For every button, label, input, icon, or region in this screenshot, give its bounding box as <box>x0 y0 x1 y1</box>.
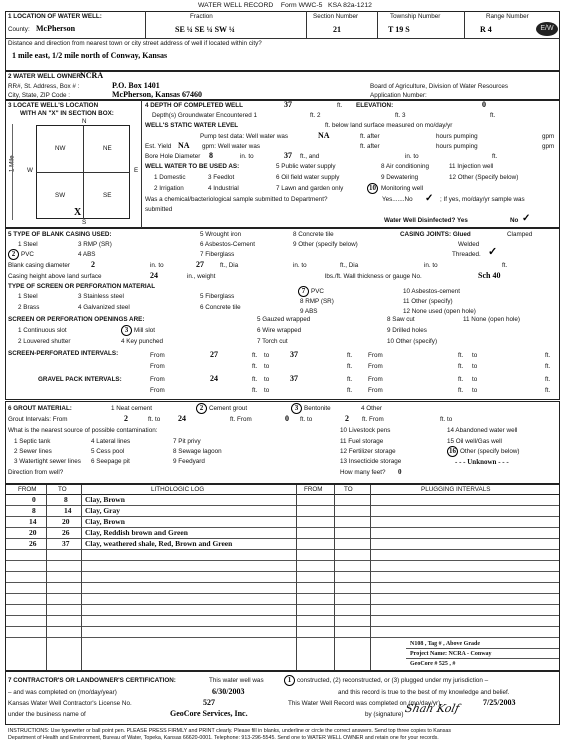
board-label: Board of Agriculture, Division of Water Resources <box>370 83 509 90</box>
grout-cement[interactable]: Cement grout <box>209 405 248 412</box>
gp-ft8: ft. <box>545 387 551 394</box>
log-desc[interactable]: Clay, weathered shale, Red, Brown and Green <box>85 539 233 548</box>
gp-from-label-4: From <box>368 387 383 394</box>
blank-ft3: ft. <box>502 262 508 269</box>
contam-seepage[interactable]: 6 Seepage pit <box>91 458 130 465</box>
blank-in2: in. to <box>293 262 307 269</box>
screen-steel[interactable]: 1 Steel <box>18 293 38 300</box>
casing-fiberglass[interactable]: 7 Fiberglass <box>200 251 235 258</box>
use-other[interactable]: 12 Other (Specify below) <box>449 174 519 181</box>
screen-galvanized[interactable]: 4 Galvanized steel <box>78 304 130 311</box>
bore-label: Bore Hole Diameter <box>145 153 201 160</box>
contam-lagoon[interactable]: 8 Sewage lagoon <box>173 448 222 455</box>
gp-to-label-4: to <box>472 387 478 394</box>
completed-date[interactable]: 6/30/2003 <box>212 687 245 696</box>
log-desc[interactable]: Clay, Reddish brown and Green <box>85 528 188 537</box>
south-label: S <box>82 219 87 226</box>
contam-oil-well[interactable]: 15 Oil well/Gas well <box>447 438 502 445</box>
yield-after: ft. after <box>360 143 380 150</box>
pump-test-value[interactable]: NA <box>318 131 330 140</box>
yield-label: Est. Yield <box>145 143 172 150</box>
open-saw-cut[interactable]: 8 Saw cut <box>387 316 415 323</box>
log-desc[interactable]: Clay, Brown <box>85 495 125 504</box>
grout-to-value[interactable]: 24 <box>178 414 186 423</box>
business-value[interactable]: GeoCore Services, Inc. <box>170 709 248 718</box>
sp-to-label-2: to <box>472 352 478 359</box>
log-from[interactable]: 20 <box>29 528 37 537</box>
log-note-project: Project Name: NCRA - Conway <box>410 651 492 657</box>
header-plug: PLUGGING INTERVALS <box>421 486 491 493</box>
static-level-rest: ft. below land surface measured on mo/day/yr <box>325 122 453 129</box>
blank-diameter-value[interactable]: 2 <box>91 260 95 269</box>
log-desc[interactable]: Clay, Brown <box>85 517 125 526</box>
screen-concrete[interactable]: 6 Concrete tile <box>200 304 241 311</box>
grout-ft-from-2: ft. From <box>362 416 384 423</box>
contam-fertilizer[interactable]: 12 Fertilizer storage <box>340 448 396 455</box>
grout-selected-circle[interactable]: 2 <box>196 403 207 414</box>
how-many-value[interactable]: 0 <box>398 468 402 476</box>
grout-bentonite-circle[interactable]: 3 <box>291 403 302 414</box>
open-continuous[interactable]: 1 Continuous slot <box>18 327 67 334</box>
gp-to-value[interactable]: 37 <box>290 374 298 383</box>
contamination-label: What is the nearest source of possible contamination: <box>8 427 158 434</box>
log-to[interactable]: 8 <box>64 495 68 504</box>
range-label: Range Number <box>486 13 529 20</box>
mile-label: 1 Mile <box>8 155 16 173</box>
section-7-heading: 7 CONTRACTOR'S OR LANDOWNER'S CERTIFICATION: <box>8 677 176 684</box>
cert-text-2b: and this record is true to the best of my knowledge and belief. <box>338 689 510 696</box>
sp-from-label-2: From <box>368 352 383 359</box>
x-mark: X <box>74 207 82 218</box>
se-quadrant: SE <box>103 192 112 199</box>
sp-ft2: ft. <box>347 352 353 359</box>
city-label: City, State, ZIP Code : <box>8 92 71 99</box>
sp-ft3: ft. <box>458 352 464 359</box>
use-domestic[interactable]: 1 Domestic <box>154 174 186 181</box>
ne-quadrant: NE <box>103 145 112 152</box>
gp-from-value[interactable]: 24 <box>210 374 218 383</box>
casing-rmp[interactable]: 3 RMP (SR) <box>78 241 112 248</box>
casing-steel[interactable]: 1 Steel <box>18 241 38 248</box>
pump-test-label: Pump test data: Well water was <box>200 133 289 140</box>
log-to[interactable]: 26 <box>62 528 70 537</box>
contam-watertight[interactable]: 3 Watertight sewer lines <box>14 458 81 465</box>
screen-asbestos[interactable]: 10 Asbestos-cement <box>403 288 461 295</box>
casing-abs[interactable]: 4 ABS <box>78 251 96 258</box>
address-value[interactable]: P.O. Box 1401 <box>112 81 160 90</box>
section-1-heading: 1 LOCATION OF WATER WELL: <box>8 13 102 20</box>
north-label: N <box>82 118 87 125</box>
open-none[interactable]: 11 None (open hole) <box>463 316 520 323</box>
open-mill-slot[interactable]: Mill slot <box>134 327 155 334</box>
log-row <box>6 517 559 528</box>
hours-pumping: hours pumping <box>436 133 478 140</box>
sp-from-label-4: From <box>368 363 383 370</box>
open-key-punched[interactable]: 4 Key punched <box>121 338 164 345</box>
log-header-row <box>6 485 559 495</box>
use-public[interactable]: 5 Public water supply <box>276 163 336 170</box>
contam-pit-privy[interactable]: 7 Pit privy <box>173 438 201 445</box>
sp-ft6: ft. <box>347 363 353 370</box>
gp-ft2: ft. <box>347 376 353 383</box>
section-6-heading: 6 GROUT MATERIAL: <box>8 405 72 412</box>
range-value[interactable]: R 4 <box>480 25 492 34</box>
casing-asbestos[interactable]: 6 Asbestos-Cement <box>200 241 255 248</box>
elevation-label: ELEVATION: <box>356 102 394 109</box>
bore-in2: in. to <box>405 153 419 160</box>
log-from[interactable]: 14 <box>29 517 37 526</box>
header-from: FROM <box>18 486 37 493</box>
gp-from-label-3: From <box>150 387 165 394</box>
sp-ft7: ft. <box>458 363 464 370</box>
groundwater-label: Depth(s) Groundwater Encountered 1 <box>152 112 258 119</box>
license-value[interactable]: 527 <box>203 698 215 707</box>
casing-concrete[interactable]: 8 Concrete tile <box>293 231 334 238</box>
sp-to-label-4: to <box>472 363 478 370</box>
log-note-geocore: GeoCore # 525 , # <box>410 661 456 667</box>
use-dewatering[interactable]: 9 Dewatering <box>381 174 419 181</box>
bore-value[interactable]: 8 <box>209 151 213 160</box>
contam-livestock[interactable]: 10 Livestock pens <box>340 427 391 434</box>
joints-threaded[interactable]: Threaded. <box>452 251 481 258</box>
open-other[interactable]: 10 Other (specify) <box>387 338 438 345</box>
city-value[interactable]: McPherson, Kansas 67460 <box>112 90 202 99</box>
sp-from-label-3: From <box>150 363 165 370</box>
use-injection[interactable]: 11 Injection well <box>449 163 494 170</box>
use-label: WELL WATER TO BE USED AS: <box>145 163 240 170</box>
contam-selected-circle[interactable]: 16 <box>449 447 456 455</box>
log-row <box>6 506 559 517</box>
casing-pvc[interactable]: PVC <box>21 251 34 258</box>
static-level-label: WELL'S STATIC WATER LEVEL <box>145 122 239 129</box>
gp-ft5: ft. <box>252 387 258 394</box>
instructions-line-1: INSTRUCTIONS: Use typewriter or ball point pen. PLEASE PRESS FIRMLY and PRINT clearly. Please fill in blanks, underline or circle the correct answers. Send top three copies to Kansas <box>8 728 451 734</box>
business-label: under the business name of <box>8 711 86 718</box>
grout-from-value[interactable]: 2 <box>124 414 128 423</box>
hours-pumping-2: hours pumping <box>436 143 478 150</box>
groundwater-ft: ft. <box>490 112 496 119</box>
disinfected-label[interactable]: Water Well Disinfected? Yes <box>384 217 468 224</box>
grout-bentonite[interactable]: Bentonite <box>304 405 331 412</box>
sp-ft4: ft. <box>545 352 551 359</box>
grout-other[interactable]: 4 Other <box>361 405 382 412</box>
disinfected-tick: ✓ <box>522 213 531 224</box>
sp-ft: ft. <box>252 352 258 359</box>
gp-to-label-3: to <box>264 387 270 394</box>
bore-ft: ft. <box>492 153 498 160</box>
grout-ft-to: ft. to <box>148 416 161 423</box>
grout-from-value-2[interactable]: 0 <box>285 414 289 423</box>
gp-to-label-2: to <box>472 376 478 383</box>
township-label: Township Number <box>390 13 441 20</box>
screen-fiberglass[interactable]: 5 Fiberglass <box>200 293 235 300</box>
gp-ft3: ft. <box>458 376 464 383</box>
joints-clamped[interactable]: Clamped <box>507 231 533 238</box>
elevation-value[interactable]: 0 <box>482 100 486 109</box>
casing-height-label: Casing height above land surface <box>8 273 102 280</box>
contam-cesspool[interactable]: 5 Cess pool <box>91 448 125 455</box>
contam-feedyard[interactable]: 9 Feedyard <box>173 458 205 465</box>
contam-abandoned[interactable]: 14 Abandoned water well <box>447 427 518 434</box>
gp-ft: ft. <box>252 376 258 383</box>
sp-ft8: ft. <box>545 363 551 370</box>
distance-value[interactable]: 1 mile east, 1/2 mile north of Conway, Kansas <box>12 51 168 60</box>
cert-text-1b: constructed, (2) reconstructed, or (3) plugged under my jurisdiction – <box>297 677 489 684</box>
log-row <box>6 539 559 550</box>
use-industrial[interactable]: 4 Industrial <box>208 185 239 192</box>
screen-pvc[interactable]: PVC <box>311 288 324 295</box>
joints-welded[interactable]: Welded <box>458 241 480 248</box>
log-row <box>6 528 559 539</box>
depth-label: 4 DEPTH OF COMPLETED WELL <box>145 102 243 109</box>
log-to[interactable]: 37 <box>62 539 70 548</box>
gpm-1: gpm <box>542 133 555 140</box>
county-label: County: <box>8 26 30 33</box>
groundwater-3: ft. 3 <box>395 112 406 119</box>
cert-selected-circle[interactable]: 1 <box>284 675 295 686</box>
screen-none[interactable]: 12 None used (open hole) <box>403 308 476 315</box>
casing-other[interactable]: 9 Other (specify below) <box>293 241 358 248</box>
open-louvered[interactable]: 2 Louvered shutter <box>18 338 71 345</box>
depth-ft: ft. <box>337 102 343 109</box>
record-date[interactable]: 7/25/2003 <box>483 698 516 707</box>
header-from2: FROM <box>304 486 323 493</box>
sp-to-value[interactable]: 37 <box>290 350 298 359</box>
log-to[interactable]: 20 <box>62 517 70 526</box>
log-from[interactable]: 8 <box>32 506 36 515</box>
section-3-heading-2: WITH AN "X" IN SECTION BOX: <box>20 110 114 117</box>
log-table <box>5 484 560 671</box>
header-litho: LITHOLOGIC LOG <box>151 486 205 493</box>
bore-to[interactable]: 37 <box>284 151 292 160</box>
sp-to-label-3: to <box>264 363 270 370</box>
address-label: RR#, St. Address, Box # : <box>8 83 80 90</box>
application-number-label: Application Number: <box>370 92 427 99</box>
log-note-tag: N108 , Tag # , Above Grade <box>410 641 481 647</box>
blank-ft-dia2: ft., Dia <box>340 262 359 269</box>
casing-selected-circle[interactable]: 2 <box>8 249 19 260</box>
use-monitoring[interactable]: Monitoring well <box>381 185 423 192</box>
screen-other[interactable]: 11 Other (specify) <box>403 298 453 305</box>
screen-material-label: TYPE OF SCREEN OR PERFORATION MATERIAL <box>8 283 156 290</box>
blank-in: in. to <box>150 262 164 269</box>
chem-yes-no[interactable]: Yes.......No <box>382 196 413 203</box>
yield-value[interactable]: NA <box>178 141 190 150</box>
header-to: TO <box>58 486 67 493</box>
grout-neat[interactable]: 1 Neat cement <box>111 405 152 412</box>
gp-ft7: ft. <box>458 387 464 394</box>
ew-stamp: E/W <box>536 22 558 36</box>
section-3-heading: 3 LOCATE WELL'S LOCATION <box>8 102 99 109</box>
cert-text-2: – and was completed on (mo/day/year) <box>8 689 117 696</box>
fraction-value[interactable]: SE ¼ SE ¼ SW ¼ <box>175 25 235 34</box>
blank-to[interactable]: 27 <box>196 260 204 269</box>
grout-intervals-label: Grout Intervals: From <box>8 416 68 423</box>
log-desc[interactable]: Clay, Gray <box>85 506 120 515</box>
use-irrigation[interactable]: 2 Irrigation <box>154 185 184 192</box>
bore-and: ft., and <box>300 153 320 160</box>
chem-sample-label: Was a chemical/bacteriological sample submitted to Department? <box>145 196 328 203</box>
chem-tick: ✓ <box>425 193 434 204</box>
screen-rmp[interactable]: 8 RMP (SR) <box>300 298 334 305</box>
gp-to-label: to <box>264 376 270 383</box>
open-wire-wrapped[interactable]: 6 Wire wrapped <box>257 327 302 334</box>
cert-text-1: This water well was <box>209 677 264 684</box>
west-label: W <box>27 167 33 174</box>
east-label: E <box>134 167 139 174</box>
contam-fuel[interactable]: 11 Fuel storage <box>340 438 384 445</box>
header-to2: TO <box>344 486 353 493</box>
sp-from-value[interactable]: 27 <box>210 350 218 359</box>
log-to[interactable]: 14 <box>64 506 72 515</box>
contam-unknown[interactable]: - - - Unknown - - - <box>455 458 509 466</box>
township-value[interactable]: T 19 S <box>388 25 410 34</box>
owner-value[interactable]: NCRA <box>80 71 104 80</box>
contam-other[interactable]: Other (specify below) <box>460 448 520 455</box>
gp-from-label: From <box>150 376 165 383</box>
contam-insecticide[interactable]: 13 Insecticide storage <box>340 458 402 465</box>
log-row <box>6 495 559 506</box>
use-selected-circle[interactable]: 10 <box>369 184 376 192</box>
use-air[interactable]: 8 Air conditioning <box>381 163 429 170</box>
sp-to-label: to <box>264 352 270 359</box>
disinfected-no[interactable]: No <box>510 217 519 224</box>
direction-label: Direction from well? <box>8 469 64 476</box>
grout-to-value-2[interactable]: 2 <box>345 414 349 423</box>
section-2-heading: 2 WATER WELL OWNER: <box>8 73 83 80</box>
gauge-value[interactable]: Sch 40 <box>478 271 501 280</box>
blank-diameter-label: Blank casing diameter <box>8 262 70 269</box>
use-feedlot[interactable]: 3 Feedlot <box>208 174 235 181</box>
section-5-heading: 5 TYPE OF BLANK CASING USED: <box>8 231 112 238</box>
chem-rest: ; If yes, mo/day/yr sample was <box>440 196 525 203</box>
gravel-pack-label: GRAVEL PACK INTERVALS: <box>38 376 122 383</box>
contam-sewer[interactable]: 2 Sewer lines <box>14 448 52 455</box>
pump-after: ft. after <box>360 133 380 140</box>
gp-ft6: ft. <box>347 387 353 394</box>
grout-ft-to-3: ft. to <box>440 416 453 423</box>
joints-label: CASING JOINTS: Glued <box>400 231 471 238</box>
open-drilled[interactable]: 9 Drilled holes <box>387 327 427 334</box>
open-torch-cut[interactable]: 7 Torch cut <box>257 338 288 345</box>
submitted-label: submitted <box>145 206 173 213</box>
section-number-value[interactable]: 21 <box>333 25 341 34</box>
casing-weight-label: in., weight <box>187 273 216 280</box>
how-many-label: How many feet? <box>340 469 386 476</box>
grout-ft-to-2: ft. to <box>300 416 313 423</box>
blank-ft-dia: ft., Dia <box>220 262 239 269</box>
sw-quadrant: SW <box>55 192 66 199</box>
sp-from-label: From <box>150 352 165 359</box>
contam-septic[interactable]: 1 Septic tank <box>14 438 51 445</box>
gp-ft4: ft. <box>545 376 551 383</box>
county-value[interactable]: McPherson <box>36 24 76 33</box>
grout-ft-from: ft. From <box>230 416 252 423</box>
screen-stainless[interactable]: 3 Stainless steel <box>78 293 124 300</box>
form-title: WATER WELL RECORD Form WWC-5 KSA 82a-1212 <box>198 2 372 9</box>
section-number-label: Section Number <box>313 13 359 20</box>
threaded-tick: ✓ <box>488 246 498 258</box>
record-completed-label: This Water Well Record was completed on (mo/day/yr) <box>288 700 441 707</box>
groundwater-2: ft. 2 <box>310 112 321 119</box>
log-from[interactable]: 26 <box>29 539 37 548</box>
screen-intervals-label: SCREEN-PERFORATED INTERVALS: <box>8 350 119 357</box>
bore-in: in. to <box>240 153 254 160</box>
nw-quadrant: NW <box>55 145 66 152</box>
gp-from-label-2: From <box>368 376 383 383</box>
blank-in3: in. to <box>424 262 438 269</box>
casing-height-value[interactable]: 24 <box>150 271 158 280</box>
depth-value[interactable]: 37 <box>284 100 292 109</box>
yield-rest: gpm: Well water was <box>202 143 260 150</box>
casing-wrought[interactable]: 5 Wrought iron <box>200 231 242 238</box>
log-from[interactable]: 0 <box>32 495 36 504</box>
open-gauzed[interactable]: 5 Gauzed wrapped <box>257 316 311 323</box>
instructions-line-2: Department of Health and Environment, Bureau of Water, Topeka, Kansas 66620-0001. Telephone: 913-296-5545. Send one to WATER WELL OWNER and retain one for your records. <box>8 735 439 741</box>
use-lawn[interactable]: 7 Lawn and garden only <box>276 185 344 192</box>
open-selected-circle[interactable]: 3 <box>121 325 132 336</box>
license-label: Kansas Water Well Contractor's License No. <box>8 700 132 707</box>
screen-selected-circle[interactable]: 7 <box>298 286 309 297</box>
sp-ft5: ft. <box>252 363 258 370</box>
wall-thickness-label: lbs./ft. Wall thickness or gauge No. <box>325 273 422 280</box>
screen-brass[interactable]: 2 Brass <box>18 304 40 311</box>
signature[interactable]: Shah Kolf <box>403 702 461 715</box>
screen-abs[interactable]: 9 ABS <box>300 308 318 315</box>
distance-label: Distance and direction from nearest town or city street address of well if located within city? <box>8 40 262 47</box>
contam-lateral[interactable]: 4 Lateral lines <box>91 438 131 445</box>
gpm-2: gpm <box>542 143 555 150</box>
signature-label: by (signature) <box>365 711 404 718</box>
use-oilfield[interactable]: 6 Oil field water supply <box>276 174 340 181</box>
openings-label: SCREEN OR PERFORATION OPENINGS ARE: <box>8 316 145 323</box>
fraction-label: Fraction <box>190 13 213 20</box>
